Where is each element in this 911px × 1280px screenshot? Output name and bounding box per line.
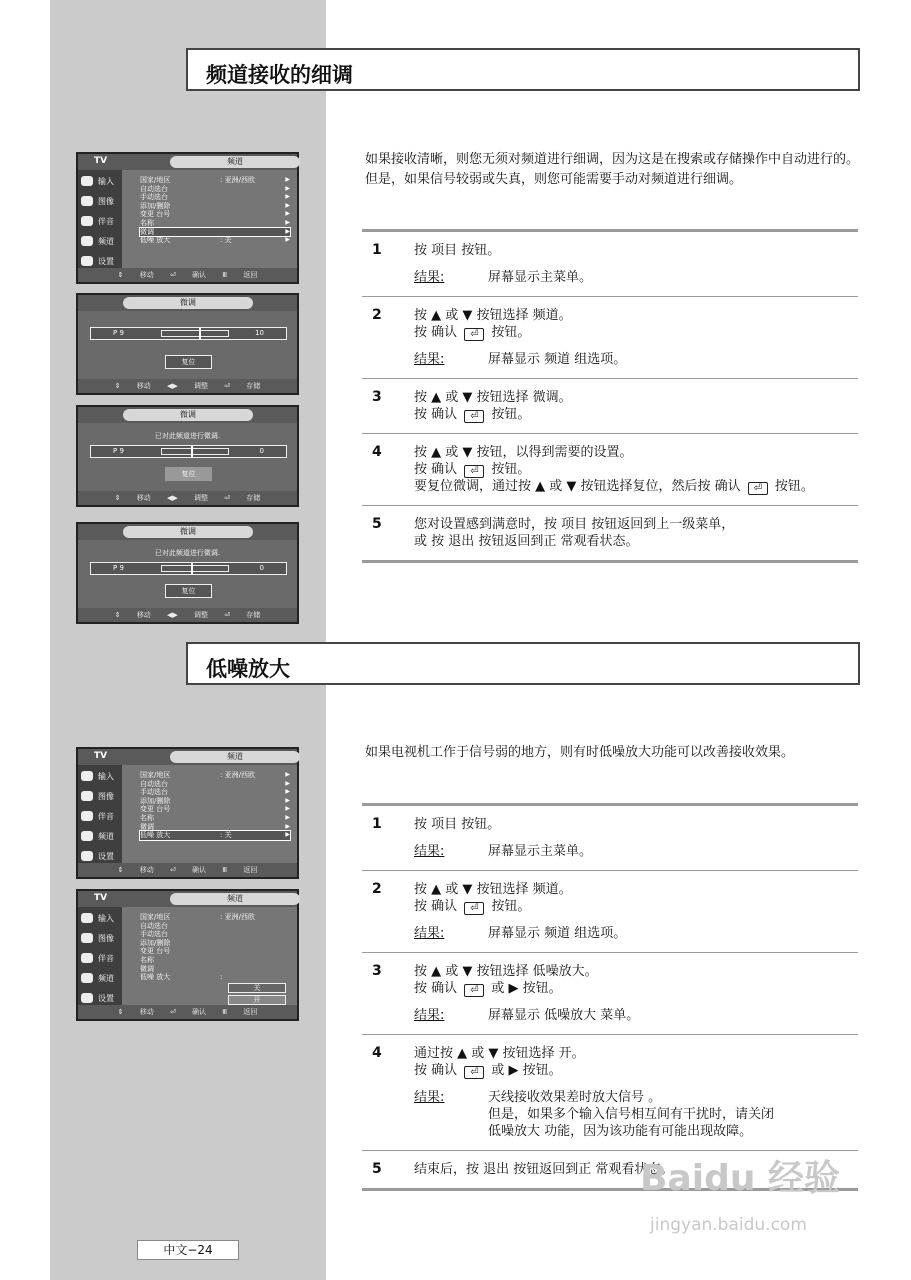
step-result <box>414 843 858 860</box>
fine-tune-bar: P 9 0 <box>90 445 287 458</box>
osd-menu-label: 自动选台 <box>140 921 168 930</box>
osd-side-label: 频道 <box>98 832 114 841</box>
osd-side-item <box>81 196 114 207</box>
enter-key-icon: ⏎ <box>464 465 484 478</box>
step-instruction: 或 按 退出 按钮返回到正 常观看状态。 <box>414 534 639 549</box>
osd-menu-value: : 亚洲/西欧 <box>220 913 255 921</box>
osd-menu-item <box>140 823 290 832</box>
osd-menu-item <box>140 814 290 823</box>
osd-menu-item <box>140 965 290 974</box>
arrow-right-icon: ▶ <box>285 227 290 235</box>
step-instruction: 按 确认 ⏎ 或 ▶ 按钮。 <box>414 1063 562 1078</box>
fine-tune-bar: P 9 0 <box>90 562 287 575</box>
osd-side-label: 输入 <box>98 177 114 186</box>
osd-tv-label: TV <box>94 893 108 903</box>
osd-menu-list <box>140 913 290 982</box>
osd-menu-label: 国家/地区 <box>140 176 171 184</box>
osd-side-label: 伴音 <box>98 217 114 226</box>
step-instruction: 按 ▲ 或 ▼ 按钮，以得到需要的设置。 <box>414 445 633 460</box>
menu-category-icon <box>81 256 93 266</box>
watermark-logo: Baidu 经验 <box>640 1158 841 1199</box>
arrow-right-icon: ▶ <box>285 193 290 201</box>
step-number: 1 <box>372 816 382 832</box>
osd-side-item <box>81 176 114 187</box>
osd-menu-label: 添加/删除 <box>140 796 171 805</box>
result-text: 屏幕显示主菜单。 <box>488 844 593 859</box>
menu-category-icon <box>81 811 93 821</box>
step-item <box>362 871 858 953</box>
osd-menu-value: : 亚洲/西欧 <box>220 176 255 184</box>
osd-menu-item <box>140 788 290 797</box>
osd-fine-tune-2 <box>76 405 299 507</box>
fine-tune-message: 已对此频道进行微调. <box>154 549 221 557</box>
osd-side-item <box>81 953 114 964</box>
osd-side-label: 设置 <box>98 852 114 861</box>
osd-menu-label: 微调 <box>140 964 154 973</box>
step-item <box>362 434 858 506</box>
reset-button: 复位 <box>165 584 212 598</box>
step-item <box>362 953 858 1035</box>
arrow-right-icon: ▶ <box>285 176 290 183</box>
osd-tv-label: TV <box>94 751 108 761</box>
osd-side-item <box>81 771 114 782</box>
osd-fine-tune-3 <box>76 522 299 624</box>
step-instruction: 按 确认 ⏎ 按钮。 <box>414 462 531 477</box>
section-title-lna: 低噪放大 <box>186 642 860 685</box>
osd-side-label: 图像 <box>98 934 114 943</box>
step-instruction: 按 ▲ 或 ▼ 按钮选择 微调。 <box>414 390 572 405</box>
osd-menu-label: 低噪 放大 <box>140 831 171 840</box>
step-item <box>362 379 858 434</box>
osd-menu-list <box>140 176 290 245</box>
osd-side-label: 设置 <box>98 994 114 1003</box>
osd-footer: ⇕ 移动 ◀▶ 调整 ⏎ 存储 <box>78 491 297 505</box>
fine-tune-bar: P 9 10 <box>90 327 287 340</box>
result-label: 结果: <box>414 844 445 859</box>
osd-menu-item <box>140 210 290 219</box>
osd-menu-label: 变更 台号 <box>140 805 171 814</box>
menu-category-icon <box>81 791 93 801</box>
osd-menu-label: 微调 <box>140 227 154 236</box>
result-label: 结果: <box>414 1008 445 1023</box>
step-number: 2 <box>372 881 382 897</box>
osd-footer: ⇕ 移动 ⏎ 确认 Ⅲ 返回 <box>78 268 297 282</box>
arrow-right-icon: ▶ <box>285 831 290 839</box>
osd-side-item <box>81 933 114 944</box>
step-instruction: 按 ▲ 或 ▼ 按钮选择 低噪放大。 <box>414 964 598 979</box>
osd-title: 微调 <box>123 526 253 538</box>
osd-menu-label: 变更 台号 <box>140 210 171 219</box>
arrow-right-icon: ▶ <box>285 822 290 830</box>
osd-side-label: 输入 <box>98 914 114 923</box>
result-text: 屏幕显示 频道 组选项。 <box>488 926 627 941</box>
arrow-right-icon: ▶ <box>285 796 290 804</box>
page-number: 中文−24 <box>137 1240 239 1260</box>
osd-menu-value: : 关 <box>220 831 232 840</box>
arrow-right-icon: ▶ <box>285 218 290 226</box>
step-result <box>414 925 858 942</box>
osd-side-item <box>81 851 114 862</box>
reset-button: 复位 <box>165 355 212 369</box>
step-number: 5 <box>372 1161 382 1177</box>
arrow-right-icon: ▶ <box>285 184 290 192</box>
osd-side-label: 输入 <box>98 772 114 781</box>
section-title-fine-tune: 频道接收的细调 <box>186 48 860 91</box>
osd-menu-label: 变更 台号 <box>140 947 171 956</box>
osd-side-item <box>81 216 114 227</box>
step-instruction: 按 ▲ 或 ▼ 按钮选择 频道。 <box>414 308 572 323</box>
osd-sidebar <box>78 907 122 1005</box>
osd-menu-label: 名称 <box>140 813 154 822</box>
steps-fine-tune <box>362 229 858 563</box>
step-number: 4 <box>372 1045 382 1061</box>
osd-side-label: 频道 <box>98 974 114 983</box>
step-number: 1 <box>372 242 382 258</box>
fine-tune-message: 已对此频道进行微调. <box>154 432 221 440</box>
step-instruction: 结束后，按 退出 按钮返回到正 常观看状态。 <box>414 1162 674 1177</box>
osd-side-label: 伴音 <box>98 954 114 963</box>
reset-button: 复位 <box>165 467 212 481</box>
osd-menu-label: 低噪 放大 <box>140 236 171 245</box>
osd-side-label: 图像 <box>98 792 114 801</box>
osd-side-item <box>81 831 114 842</box>
lna-option-on: 开 <box>228 995 286 1005</box>
osd-menu-value: : 关 <box>220 236 232 245</box>
enter-key-icon: ⏎ <box>464 902 484 915</box>
enter-key-icon: ⏎ <box>464 984 484 997</box>
step-instruction: 按 项目 按钮。 <box>414 817 501 832</box>
arrow-right-icon: ▶ <box>285 771 290 778</box>
osd-side-label: 设置 <box>98 257 114 266</box>
osd-menu-item <box>140 780 290 789</box>
step-number: 4 <box>372 444 382 460</box>
lna-option-off: 关 <box>228 983 286 993</box>
osd-menu-item <box>140 805 290 814</box>
osd-menu-label: 添加/删除 <box>140 201 171 210</box>
step-result <box>414 1089 858 1140</box>
enter-key-icon: ⏎ <box>464 410 484 423</box>
osd-fine-tune-1 <box>76 293 299 395</box>
step-instruction: 通过按 ▲ 或 ▼ 按钮选择 开。 <box>414 1046 585 1061</box>
osd-menu-list <box>140 771 290 840</box>
osd-menu-item <box>140 922 290 931</box>
result-label: 结果: <box>414 1090 445 1105</box>
osd-menu-item <box>140 973 290 982</box>
arrow-right-icon: ▶ <box>285 210 290 218</box>
osd-menu-label: 自动选台 <box>140 184 168 193</box>
osd-menu-item <box>140 219 290 228</box>
menu-category-icon <box>81 953 93 963</box>
menu-category-icon <box>81 196 93 206</box>
osd-title: 频道 <box>170 893 300 905</box>
step-result <box>414 351 858 368</box>
arrow-right-icon: ▶ <box>285 201 290 209</box>
result-text: 屏幕显示主菜单。 <box>488 270 593 285</box>
osd-menu-item <box>140 236 290 245</box>
result-label: 结果: <box>414 926 445 941</box>
osd-lna-popup <box>76 889 299 1021</box>
osd-footer: ⇕ 移动 ◀▶ 调整 ⏎ 存储 <box>78 379 297 393</box>
intro-lna: 如果电视机工作于信号弱的地方，则有时低噪放大功能可以改善接收效果。 <box>365 745 795 760</box>
result-label: 结果: <box>414 270 445 285</box>
menu-category-icon <box>81 973 93 983</box>
step-instruction: 按 ▲ 或 ▼ 按钮选择 频道。 <box>414 882 572 897</box>
menu-category-icon <box>81 771 93 781</box>
osd-title: 频道 <box>170 751 300 763</box>
step-item <box>362 297 858 379</box>
osd-side-item <box>81 811 114 822</box>
enter-key-icon: ⏎ <box>748 482 768 495</box>
osd-menu-item <box>140 228 290 237</box>
osd-footer: ⇕ 移动 ⏎ 确认 Ⅲ 返回 <box>78 1005 297 1019</box>
osd-menu-item <box>140 771 290 780</box>
osd-menu-label: 国家/地区 <box>140 913 171 921</box>
osd-side-label: 图像 <box>98 197 114 206</box>
osd-side-item <box>81 973 114 984</box>
step-result <box>414 269 858 286</box>
intro-fine-tune: 如果接收清晰，则您无须对频道进行细调，因为这是在搜索或存储操作中自动进行的。但是，如果信号较弱或失真，则您可能需要手动对频道进行细调。 <box>365 152 860 187</box>
menu-category-icon <box>81 176 93 186</box>
result-text: 天线接收效果差时放大信号 。 但是，如果多个输入信号相互间有干扰时，请关闭 低噪放大 功能，因为该功能有可能出现故障。 <box>488 1090 775 1139</box>
osd-menu-label: 添加/删除 <box>140 938 171 947</box>
step-instruction: 按 项目 按钮。 <box>414 243 501 258</box>
osd-side-item <box>81 993 114 1004</box>
osd-side-item <box>81 913 114 924</box>
step-item <box>362 1035 858 1151</box>
step-instruction: 按 确认 ⏎ 或 ▶ 按钮。 <box>414 981 562 996</box>
step-item <box>362 806 858 871</box>
step-instruction: 要复位微调，通过按 ▲ 或 ▼ 按钮选择复位，然后按 确认 ⏎ 按钮。 <box>414 479 814 494</box>
osd-menu-value: : 亚洲/西欧 <box>220 771 255 779</box>
step-item <box>362 232 858 297</box>
osd-side-item <box>81 256 114 267</box>
step-item <box>362 506 858 563</box>
arrow-right-icon: ▶ <box>285 779 290 787</box>
osd-footer: ⇕ 移动 ⏎ 确认 Ⅲ 返回 <box>78 863 297 877</box>
step-instruction: 按 确认 ⏎ 按钮。 <box>414 407 531 422</box>
osd-menu-label: 手动选台 <box>140 788 168 797</box>
osd-side-item <box>81 791 114 802</box>
osd-menu-item <box>140 185 290 194</box>
osd-side-label: 频道 <box>98 237 114 246</box>
menu-category-icon <box>81 216 93 226</box>
result-text: 屏幕显示 低噪放大 菜单。 <box>488 1008 640 1023</box>
osd-menu-item <box>140 947 290 956</box>
osd-sidebar <box>78 170 122 268</box>
osd-menu-label: 手动选台 <box>140 930 168 939</box>
menu-category-icon <box>81 831 93 841</box>
osd-menu-label: 微调 <box>140 822 154 831</box>
osd-menu-item <box>140 956 290 965</box>
osd-channel-menu-2 <box>76 747 299 879</box>
osd-channel-menu-1 <box>76 152 299 284</box>
arrow-right-icon: ▶ <box>285 813 290 821</box>
menu-category-icon <box>81 851 93 861</box>
enter-key-icon: ⏎ <box>464 1066 484 1079</box>
step-number: 3 <box>372 963 382 979</box>
osd-menu-item <box>140 176 290 185</box>
step-result <box>414 1007 858 1024</box>
step-instruction: 按 确认 ⏎ 按钮。 <box>414 899 531 914</box>
arrow-right-icon: ▶ <box>285 805 290 813</box>
enter-key-icon: ⏎ <box>464 328 484 341</box>
menu-category-icon <box>81 236 93 246</box>
step-number: 2 <box>372 307 382 323</box>
arrow-right-icon: ▶ <box>285 788 290 796</box>
arrow-right-icon: ▶ <box>285 236 290 244</box>
menu-category-icon <box>81 913 93 923</box>
result-label: 结果: <box>414 352 445 367</box>
osd-side-label: 伴音 <box>98 812 114 821</box>
osd-menu-label: 手动选台 <box>140 193 168 202</box>
osd-tv-label: TV <box>94 156 108 166</box>
osd-menu-value: : <box>220 973 223 982</box>
step-instruction: 按 确认 ⏎ 按钮。 <box>414 325 531 340</box>
step-instruction: 您对设置感到满意时，按 项目 按钮返回到上一级菜单， <box>414 517 735 532</box>
osd-menu-item <box>140 831 290 840</box>
osd-side-item <box>81 236 114 247</box>
steps-lna <box>362 803 858 1191</box>
osd-title: 频道 <box>170 156 300 168</box>
osd-menu-label: 自动选台 <box>140 779 168 788</box>
osd-menu-item <box>140 913 290 922</box>
osd-menu-item <box>140 930 290 939</box>
osd-title: 微调 <box>123 409 253 421</box>
osd-menu-label: 名称 <box>140 218 154 227</box>
menu-category-icon <box>81 933 93 943</box>
watermark-url: jingyan.baidu.com <box>650 1215 807 1235</box>
osd-menu-label: 国家/地区 <box>140 771 171 779</box>
osd-footer: ⇕ 移动 ◀▶ 调整 ⏎ 存储 <box>78 608 297 622</box>
step-number: 5 <box>372 516 382 532</box>
osd-sidebar <box>78 765 122 863</box>
result-text: 屏幕显示 频道 组选项。 <box>488 352 627 367</box>
osd-menu-label: 低噪 放大 <box>140 973 171 982</box>
osd-title: 微调 <box>123 297 253 309</box>
osd-menu-label: 名称 <box>140 955 154 964</box>
menu-category-icon <box>81 993 93 1003</box>
osd-menu-item <box>140 193 290 202</box>
step-number: 3 <box>372 389 382 405</box>
